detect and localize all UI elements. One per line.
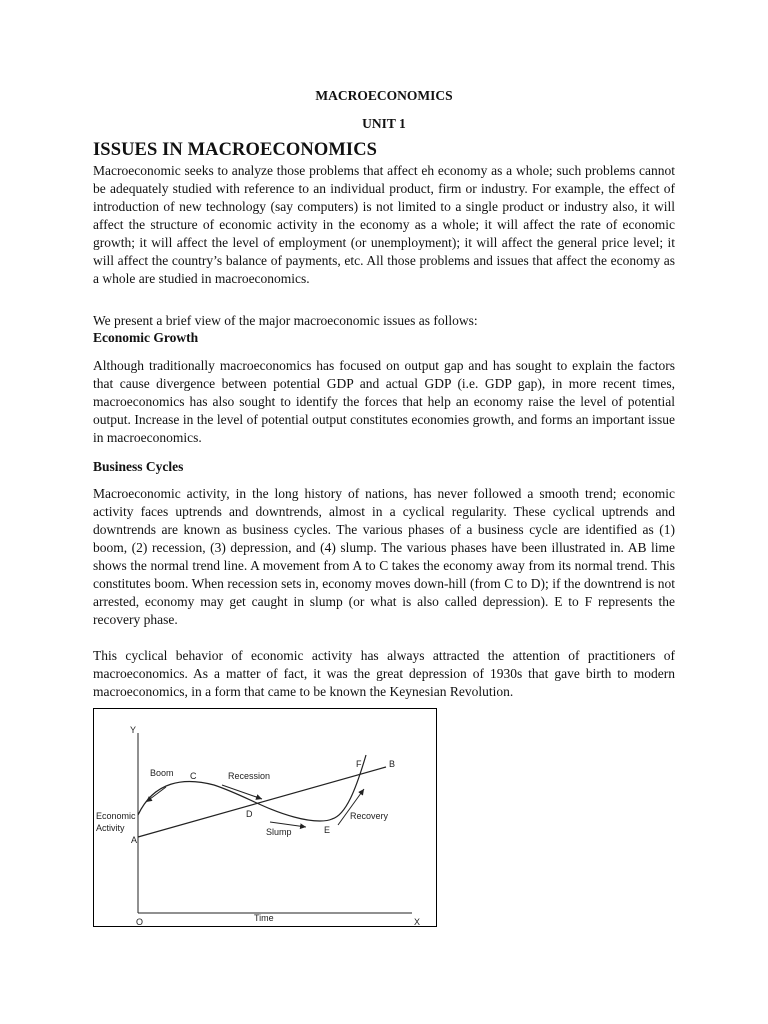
section-heading: ISSUES IN MACROECONOMICS [93,140,378,160]
label-slump: Slump [266,827,292,837]
label-recession: Recession [228,771,271,781]
label-b: B [389,759,396,769]
label-c: C [190,771,197,781]
label-f: F [356,759,362,769]
boom-arrow [146,787,166,802]
label-activity: Activity [96,823,125,833]
label-time: Time [254,913,274,923]
intro-paragraph: Macroeconomic seeks to analyze those problems that affect eh economy as a whole; such problems cannot be adequately studied with reference to an individual product, firm or industry. For example, the effect of introduction of new technology (say computers) is not limited to a single product or industry also, it will affect the structure of economic activity in the economy as a whole; it will affect the rate of economic growth; it will affect the level of employment (or unemployment); it will affect the general price level; it will affect the country’s balance of payments, etc. All those problems and issues that affect the economy as a whole are studied in macroeconomics. [93,163,675,286]
economic-growth-heading: Economic Growth [93,330,199,345]
economic-growth-paragraph: Although traditionally macroeconomics has focused on output gap and has sought to explain the factors that cause divergence between potential GDP and actual GDP (i.e. GDP gap), in more recent times, macroeconomics has also sought to identify the forces that help an economy raise the level of potential output. Increase in the level of potential output constitutes economies growth, and forms an important issue in macroeconomics. [93,358,675,445]
label-a: A [131,835,138,845]
business-cycle-diagram [94,709,438,928]
label-x: X [414,917,421,927]
business-cycles-paragraph-2: This cyclical behavior of economic activity has always attracted the attention of practitioners of macroeconomics. As a matter of fact, it was the great depression of 1930s that gave birth to modern macroeconomics, in a form that came to be known the Keynesian Revolution. [93,648,675,699]
lead-sentence: We present a brief view of the major macroeconomic issues as follows: [93,313,478,328]
business-cycles-paragraph: Macroeconomic activity, in the long history of nations, has never followed a smooth trend; economic activity faces uptrends and downtrends, almost in a cyclical regularity. These cyclical uptrends and downtrends are known as business cycles. The various phases of a business cycle are identified as (1) boom, (2) recession, (3) depression, and (4) slump. The various phases have been illustrated in. AB lime shows the normal trend line. A movement from A to C takes the economy away from its normal trend. This constitutes boom. When recession sets in, economy moves down-hill (from C to D); if the downtrend is not arrested, economy may get caught in slump (or what is also called depression). E to F represents the recovery phase. [93,486,675,627]
label-recovery: Recovery [350,811,389,821]
doc-title: MACROECONOMICS [315,88,453,103]
label-boom: Boom [150,768,174,778]
label-y: Y [130,725,137,735]
label-e: E [324,825,331,835]
unit-label: UNIT 1 [362,116,406,131]
business-cycles-heading: Business Cycles [93,459,184,474]
label-d: D [246,809,253,819]
label-economic: Economic [96,811,136,821]
business-cycle-figure [93,708,437,927]
label-origin: O [136,917,144,927]
